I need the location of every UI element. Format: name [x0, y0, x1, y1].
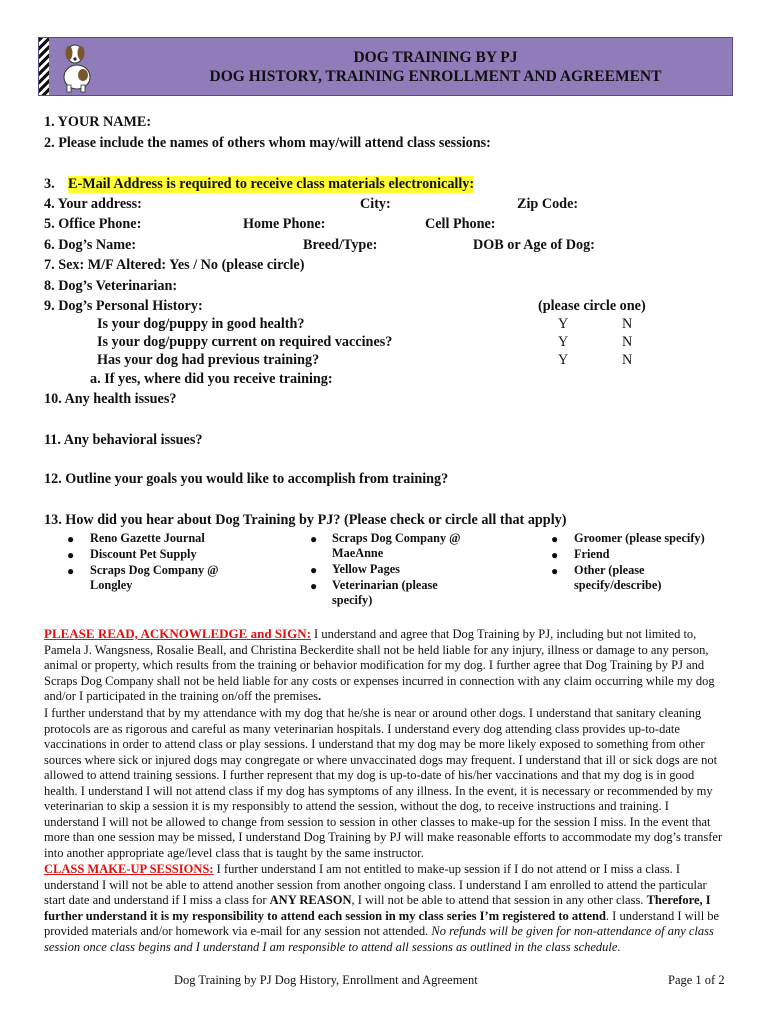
source-scraps-longley[interactable]: Scraps Dog Company @ [90, 563, 219, 577]
bullet-icon: ● [67, 532, 75, 546]
zip-field-label: Zip Code: [517, 196, 579, 212]
source-other-cont: specify/describe) [574, 578, 662, 592]
personal-history-label: 9. Dog’s Personal History: [44, 298, 203, 314]
vaccines-question: Is your dog/puppy current on required vaccines? [97, 334, 393, 350]
attendees-field-label: 2. Please include the names of others whom may/will attend class sessions: [44, 135, 491, 151]
vaccines-no[interactable]: N [622, 334, 633, 350]
health-yes[interactable]: Y [558, 316, 569, 332]
makeup-heading: CLASS MAKE-UP SESSIONS: [44, 862, 214, 876]
bullet-icon: ● [551, 548, 559, 562]
source-scraps-maeanne[interactable]: Scraps Dog Company @ [332, 531, 461, 545]
bullet-icon: ● [310, 532, 318, 546]
health-question: Is your dog/puppy in good health? [97, 316, 305, 332]
health-issues-label: 10. Any health issues? [44, 391, 177, 407]
source-reno-gazette[interactable]: Reno Gazette Journal [90, 531, 205, 545]
bullet-icon: ● [67, 548, 75, 562]
training-yes[interactable]: Y [558, 352, 569, 368]
source-scraps-maeanne-cont: MaeAnne [332, 546, 384, 560]
office-phone-label: 5. Office Phone: [44, 216, 142, 232]
page-title: DOG TRAINING BY PJ [353, 49, 518, 66]
source-veterinarian-cont: specify) [332, 593, 373, 607]
bullet-icon: ● [551, 564, 559, 578]
training-where-label: a. If yes, where did you receive training: [90, 371, 333, 387]
footer-title: Dog Training by PJ Dog History, Enrollment and Agreement [174, 973, 478, 987]
email-field-number: 3. [44, 176, 55, 192]
circle-one-note: (please circle one) [538, 298, 646, 314]
source-veterinarian[interactable]: Veterinarian (please [332, 578, 438, 592]
source-groomer[interactable]: Groomer (please specify) [574, 531, 705, 545]
dog-icon [53, 41, 99, 93]
bullet-icon: ● [67, 564, 75, 578]
page-subtitle: DOG HISTORY, TRAINING ENROLLMENT AND AGREEMENT [209, 68, 662, 85]
city-field-label: City: [360, 196, 391, 212]
referral-question: 13. How did you hear about Dog Training by PJ? (Please check or circle all that apply) [44, 512, 567, 528]
agreement-heading: PLEASE READ, ACKNOWLEDGE and SIGN: [44, 626, 311, 641]
sex-label: 7. Sex: M/F Altered: Yes / No (please circle) [44, 257, 305, 273]
liability-paragraph: PLEASE READ, ACKNOWLEDGE and SIGN: I understand and agree that Dog Training by PJ, including but not limited to, Pamela J. Wangsness, Rosalie Beall, and Christina Beckerdite shall not be held liable for any injury, illness or damage to any person, animal or property, which results from the training or behavior modification for my dog. I further agree that Dog Training by PJ and Scraps Dog Company shall not be held liable for any costs or expenses incurred in connection with any claim occurring while my dog and/or I participated in the training on/off the premises. [44, 626, 715, 703]
address-field-label: 4. Your address: [44, 196, 142, 212]
dog-name-label: 6. Dog’s Name: [44, 237, 137, 253]
source-friend[interactable]: Friend [574, 547, 610, 561]
cell-phone-label: Cell Phone: [425, 216, 496, 232]
goals-label: 12. Outline your goals you would like to accomplish from training? [44, 471, 449, 487]
home-phone-label: Home Phone: [243, 216, 326, 232]
source-yellow-pages[interactable]: Yellow Pages [332, 562, 400, 576]
stripe-decoration [39, 38, 49, 95]
makeup-paragraph: CLASS MAKE-UP SESSIONS: I further understand I am not entitled to make-up session if I do not attend or I miss a class. I understand I will not be able to attend another session from another ongoing class. I understand I am enrolled to attend the particular start date and understand if I miss a class for ANY REASON, I will not be able to attend that session in any other class. Therefore, I further understand it is my responsibility to attend each session in my class series I’m registered to attend. I understand I will be provided materials and/or homework via e-mail for any session not attended. No refunds will be given for non-attendance of any class session once class begins and I understand I am responsible to attend all sessions as outlined in the class schedule. [44, 862, 720, 954]
training-no[interactable]: N [622, 352, 633, 368]
title-banner [38, 37, 733, 96]
source-other[interactable]: Other (please [574, 563, 645, 577]
vaccines-yes[interactable]: Y [558, 334, 569, 350]
page-number: Page 1 of 2 [668, 973, 725, 987]
bullet-icon: ● [551, 532, 559, 546]
bullet-icon: ● [310, 579, 318, 593]
health-no[interactable]: N [622, 316, 633, 332]
health-paragraph: I further understand that by my attendance with my dog that he/she is near or around other dogs. I understand that sanitary cleaning protocols are as rigorous and careful as many veterinarian hospitals. I understand every dog attending class provides up-to-date vaccinations in order to attend class or play sessions. I understand that my dog may be more likely exposed to something from other sources where sick or injured dogs may congregate or where unvaccinated dogs may frequent. I understand that ill or sick dogs are not allowed to attend training sessions. I further represent that my dog is up-to-date of his/her vaccinations and that my dog is in good health. I understand I will not attend class if my dog has symptoms of any illness. In the event, it is necessary or recommended by my veterinarian to skip a session it is my responsibly to attend the session, without the dog, to receive instructions and training. I understand I will not be allowed to change from session to session in other classes to make-up for the session I miss. In the event that more than one session may be missed, I understand Dog Training by PJ will make reasonable efforts to accommodate my dog’s transfer into another appropriate age/level class that is taught by the same instructor. [44, 706, 723, 860]
veterinarian-label: 8. Dog’s Veterinarian: [44, 278, 178, 294]
dob-label: DOB or Age of Dog: [473, 237, 595, 253]
source-discount-pet[interactable]: Discount Pet Supply [90, 547, 197, 561]
behavioral-issues-label: 11. Any behavioral issues? [44, 432, 203, 448]
breed-label: Breed/Type: [303, 237, 378, 253]
training-question: Has your dog had previous training? [97, 352, 320, 368]
email-field-label: E-Mail Address is required to receive class materials electronically: [68, 176, 475, 192]
bullet-icon: ● [310, 563, 318, 577]
source-scraps-longley-cont: Longley [90, 578, 133, 592]
name-field-label: 1. YOUR NAME: [44, 114, 152, 130]
